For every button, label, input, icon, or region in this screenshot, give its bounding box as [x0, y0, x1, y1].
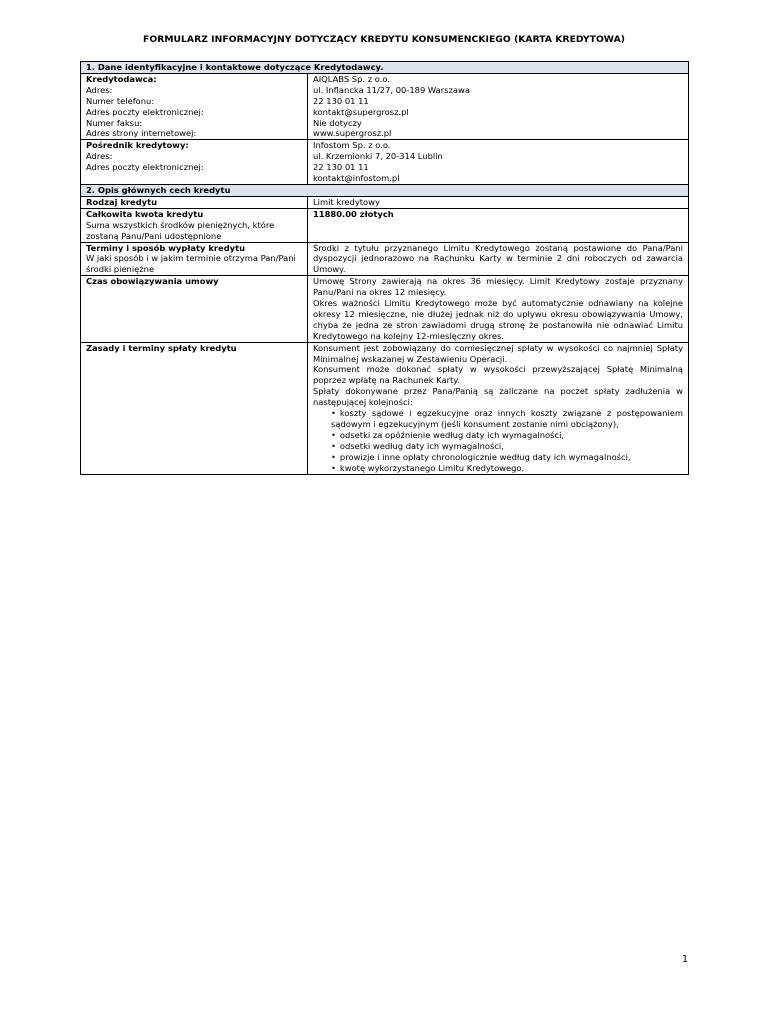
intermediary-email: kontakt@infostom.pl — [313, 173, 400, 184]
total-amount-labels — [81, 208, 308, 242]
credit-type-label: Rodzaj kredytu — [81, 196, 308, 208]
intermediary-row — [81, 140, 689, 185]
intermediary-label: Pośrednik kredytowy: — [86, 140, 189, 151]
section-1-heading: 1. Dane identyfikacyjne i kontaktowe dotyczące Kredytodawcy. — [81, 62, 689, 74]
repayment-values — [308, 342, 689, 474]
lender-labels — [81, 73, 308, 139]
total-amount-value: 11880.00 złotych — [308, 208, 689, 242]
intermediary-email-label: Adres poczty elektronicznej: — [86, 162, 204, 173]
intermediary-name: Infostom Sp. z o.o. — [313, 140, 391, 151]
lender-website: www.supergrosz.pl — [313, 128, 392, 139]
repayment-order-list — [313, 408, 683, 473]
payout-label: Terminy i sposób wypłaty kredytu — [86, 242, 246, 253]
duration-label: Czas obowiązywania umowy — [81, 276, 308, 342]
list-item: • odsetki za opóźnienie według daty ich wymagalności, — [331, 430, 683, 441]
payout-value: Środki z tytułu przyznanego Limitu Kredytowego zostaną postawione do Pana/Pani dyspozycji jednorazowo na Rachunku Karty w terminie 2 dni roboczych od zawarcia Umowy. — [308, 242, 689, 276]
repayment-paragraph: Konsument jest zobowiązany do comiesięcznej spłaty w wysokości co najmniej Spłaty Minimalnej wskazanej w Zestawieniu Operacji. — [313, 342, 684, 364]
total-amount-row — [81, 208, 689, 242]
intermediary-address-label: Adres: — [86, 151, 113, 162]
list-item: • kwotę wykorzystanego Limitu Kredytowego. — [331, 463, 683, 474]
total-amount-desc: Suma wszystkich środków pieniężnych, które zostaną Panu/Pani udostępnione — [86, 219, 275, 241]
lender-label: Kredytodawca: — [86, 73, 157, 84]
duration-values — [308, 276, 689, 342]
list-item: • prowizje i inne opłaty chronologicznie według daty ich wymagalności, — [331, 452, 683, 463]
duration-row — [81, 276, 689, 342]
duration-paragraph: Okres ważności Limitu Kredytowego może być automatycznie odnawiany na kolejne okresy 12 miesięczne, nie dłużej jednak niż do upływu okresu obowiązywania Umowy, chyba że jedna ze stron zawiadomi drugą stronę że postanowiła nie odnawiać Limitu Kredytowego na kolejny 12-miesięczny okres. — [313, 298, 684, 341]
intermediary-address: ul. Krzemionki 7, 20-314 Lublin — [313, 151, 443, 162]
payout-row — [81, 242, 689, 276]
form-title: FORMULARZ INFORMACYJNY DOTYCZĄCY KREDYTU KONSUMENCKIEGO (KARTA KREDYTOWA) — [143, 34, 625, 45]
lender-address: ul. Inflancka 11/27, 00-189 Warszawa — [313, 84, 470, 95]
lender-address-label: Adres: — [86, 84, 113, 95]
lender-values — [308, 73, 689, 139]
lender-phone-label: Numer telefonu: — [86, 95, 155, 106]
lender-name: AIQLABS Sp. z o.o. — [313, 73, 390, 84]
lender-fax: Nie dotyczy — [313, 117, 362, 128]
intermediary-labels — [81, 140, 308, 185]
intermediary-phone: 22 130 01 11 — [313, 162, 369, 173]
section-2-header-row — [81, 184, 689, 196]
intermediary-values — [308, 140, 689, 185]
repayment-paragraph: Spłaty dokonywane przez Pana/Panią są zaliczane na poczet spłaty zadłużenia w następującej kolejności: — [313, 386, 684, 408]
lender-email: kontakt@supergrosz.pl — [313, 106, 409, 117]
credit-type-row — [81, 196, 689, 208]
payout-desc: W jaki sposób i w jakim terminie otrzyma Pan/Pani środki pieniężne — [86, 253, 296, 275]
lender-email-label: Adres poczty elektronicznej: — [86, 106, 204, 117]
lender-phone: 22 130 01 11 — [313, 95, 369, 106]
list-item: • odsetki według daty ich wymagalności, — [331, 441, 683, 452]
lender-fax-label: Numer faksu: — [86, 117, 143, 128]
duration-paragraph: Umowę Strony zawierają na okres 36 miesięcy. Limit Kredytowy zostaje przyznany Panu/Pani na okres 12 miesięcy. — [313, 276, 684, 298]
section-1-header-row — [81, 62, 689, 74]
page-number: 1 — [682, 954, 689, 965]
repayment-row — [81, 342, 689, 474]
credit-info-table — [80, 61, 689, 475]
repayment-label: Zasady i terminy spłaty kredytu — [81, 342, 308, 474]
list-item: • koszty sądowe i egzekucyjne oraz innych koszty związane z postępowaniem sądowym i egzekucyjnym (jeśli konsument zostanie nimi obciążony), — [331, 408, 683, 430]
section-2-heading: 2. Opis głównych cech kredytu — [81, 184, 689, 196]
repayment-paragraph: Konsument może dokonać spłaty w wysokości przewyższającej Spłatę Minimalną poprzez wpłatę na Rachunek Karty. — [313, 364, 684, 386]
lender-row — [81, 73, 689, 139]
lender-website-label: Adres strony internetowej: — [86, 128, 197, 139]
payout-labels — [81, 242, 308, 276]
credit-type-value: Limit kredytowy — [308, 196, 689, 208]
total-amount-label: Całkowita kwota kredytu — [86, 208, 204, 219]
